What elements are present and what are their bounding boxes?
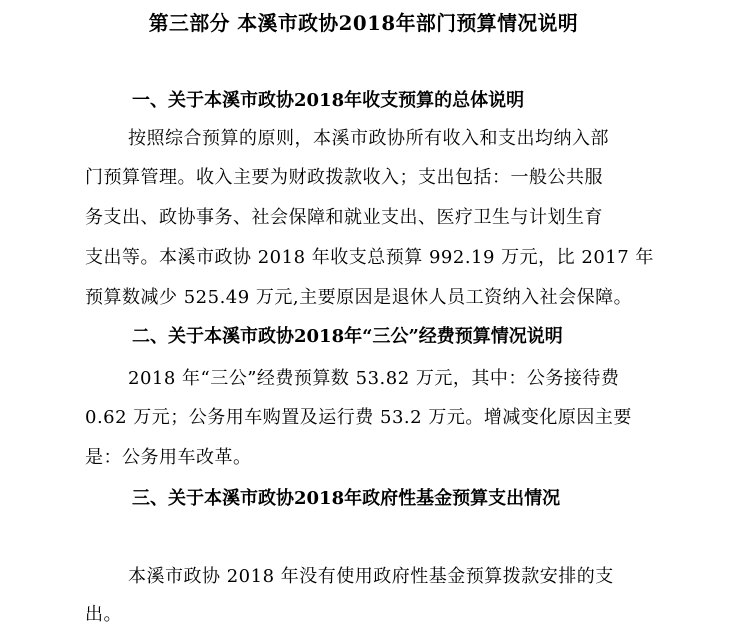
section-3-line-2: 出。 bbox=[85, 604, 122, 625]
section-1-line-2: 门预算管理。收入主要为财政拨款收入；支出包括：一般公共服 bbox=[85, 167, 603, 188]
section-1-heading: 一、关于本溪市政协2018年收支预算的总体说明 bbox=[132, 90, 525, 111]
section-2-line-2: 0.62 万元；公务用车购置及运行费 53.2 万元。增减变化原因主要 bbox=[85, 407, 632, 428]
document-title: 第三部分 本溪市政协2018年部门预算情况说明 bbox=[148, 11, 579, 35]
section-1-line-3: 务支出、政协事务、社会保障和就业支出、医疗卫生与计划生育 bbox=[85, 207, 603, 228]
section-1-line-1: 按照综合预算的原则，本溪市政协所有收入和支出均纳入部 bbox=[128, 128, 609, 149]
section-3-line-1: 本溪市政协 2018 年没有使用政府性基金预算拨款安排的支 bbox=[128, 566, 614, 587]
section-3-heading: 三、关于本溪市政协2018年政府性基金预算支出情况 bbox=[132, 488, 561, 509]
section-1-line-4: 支出等。本溪市政协 2018 年收支总预算 992.19 万元，比 2017 年 bbox=[85, 247, 654, 268]
section-1-line-5: 预算数减少 525.49 万元,主要原因是退休人员工资纳入社会保障。 bbox=[85, 287, 633, 308]
section-2-line-3: 是：公务用车改革。 bbox=[85, 447, 252, 468]
section-2-heading: 二、关于本溪市政协2018年“三公”经费预算情况说明 bbox=[132, 326, 563, 347]
section-2-line-1: 2018 年“三公”经费预算数 53.82 万元，其中：公务接待费 bbox=[128, 368, 620, 389]
